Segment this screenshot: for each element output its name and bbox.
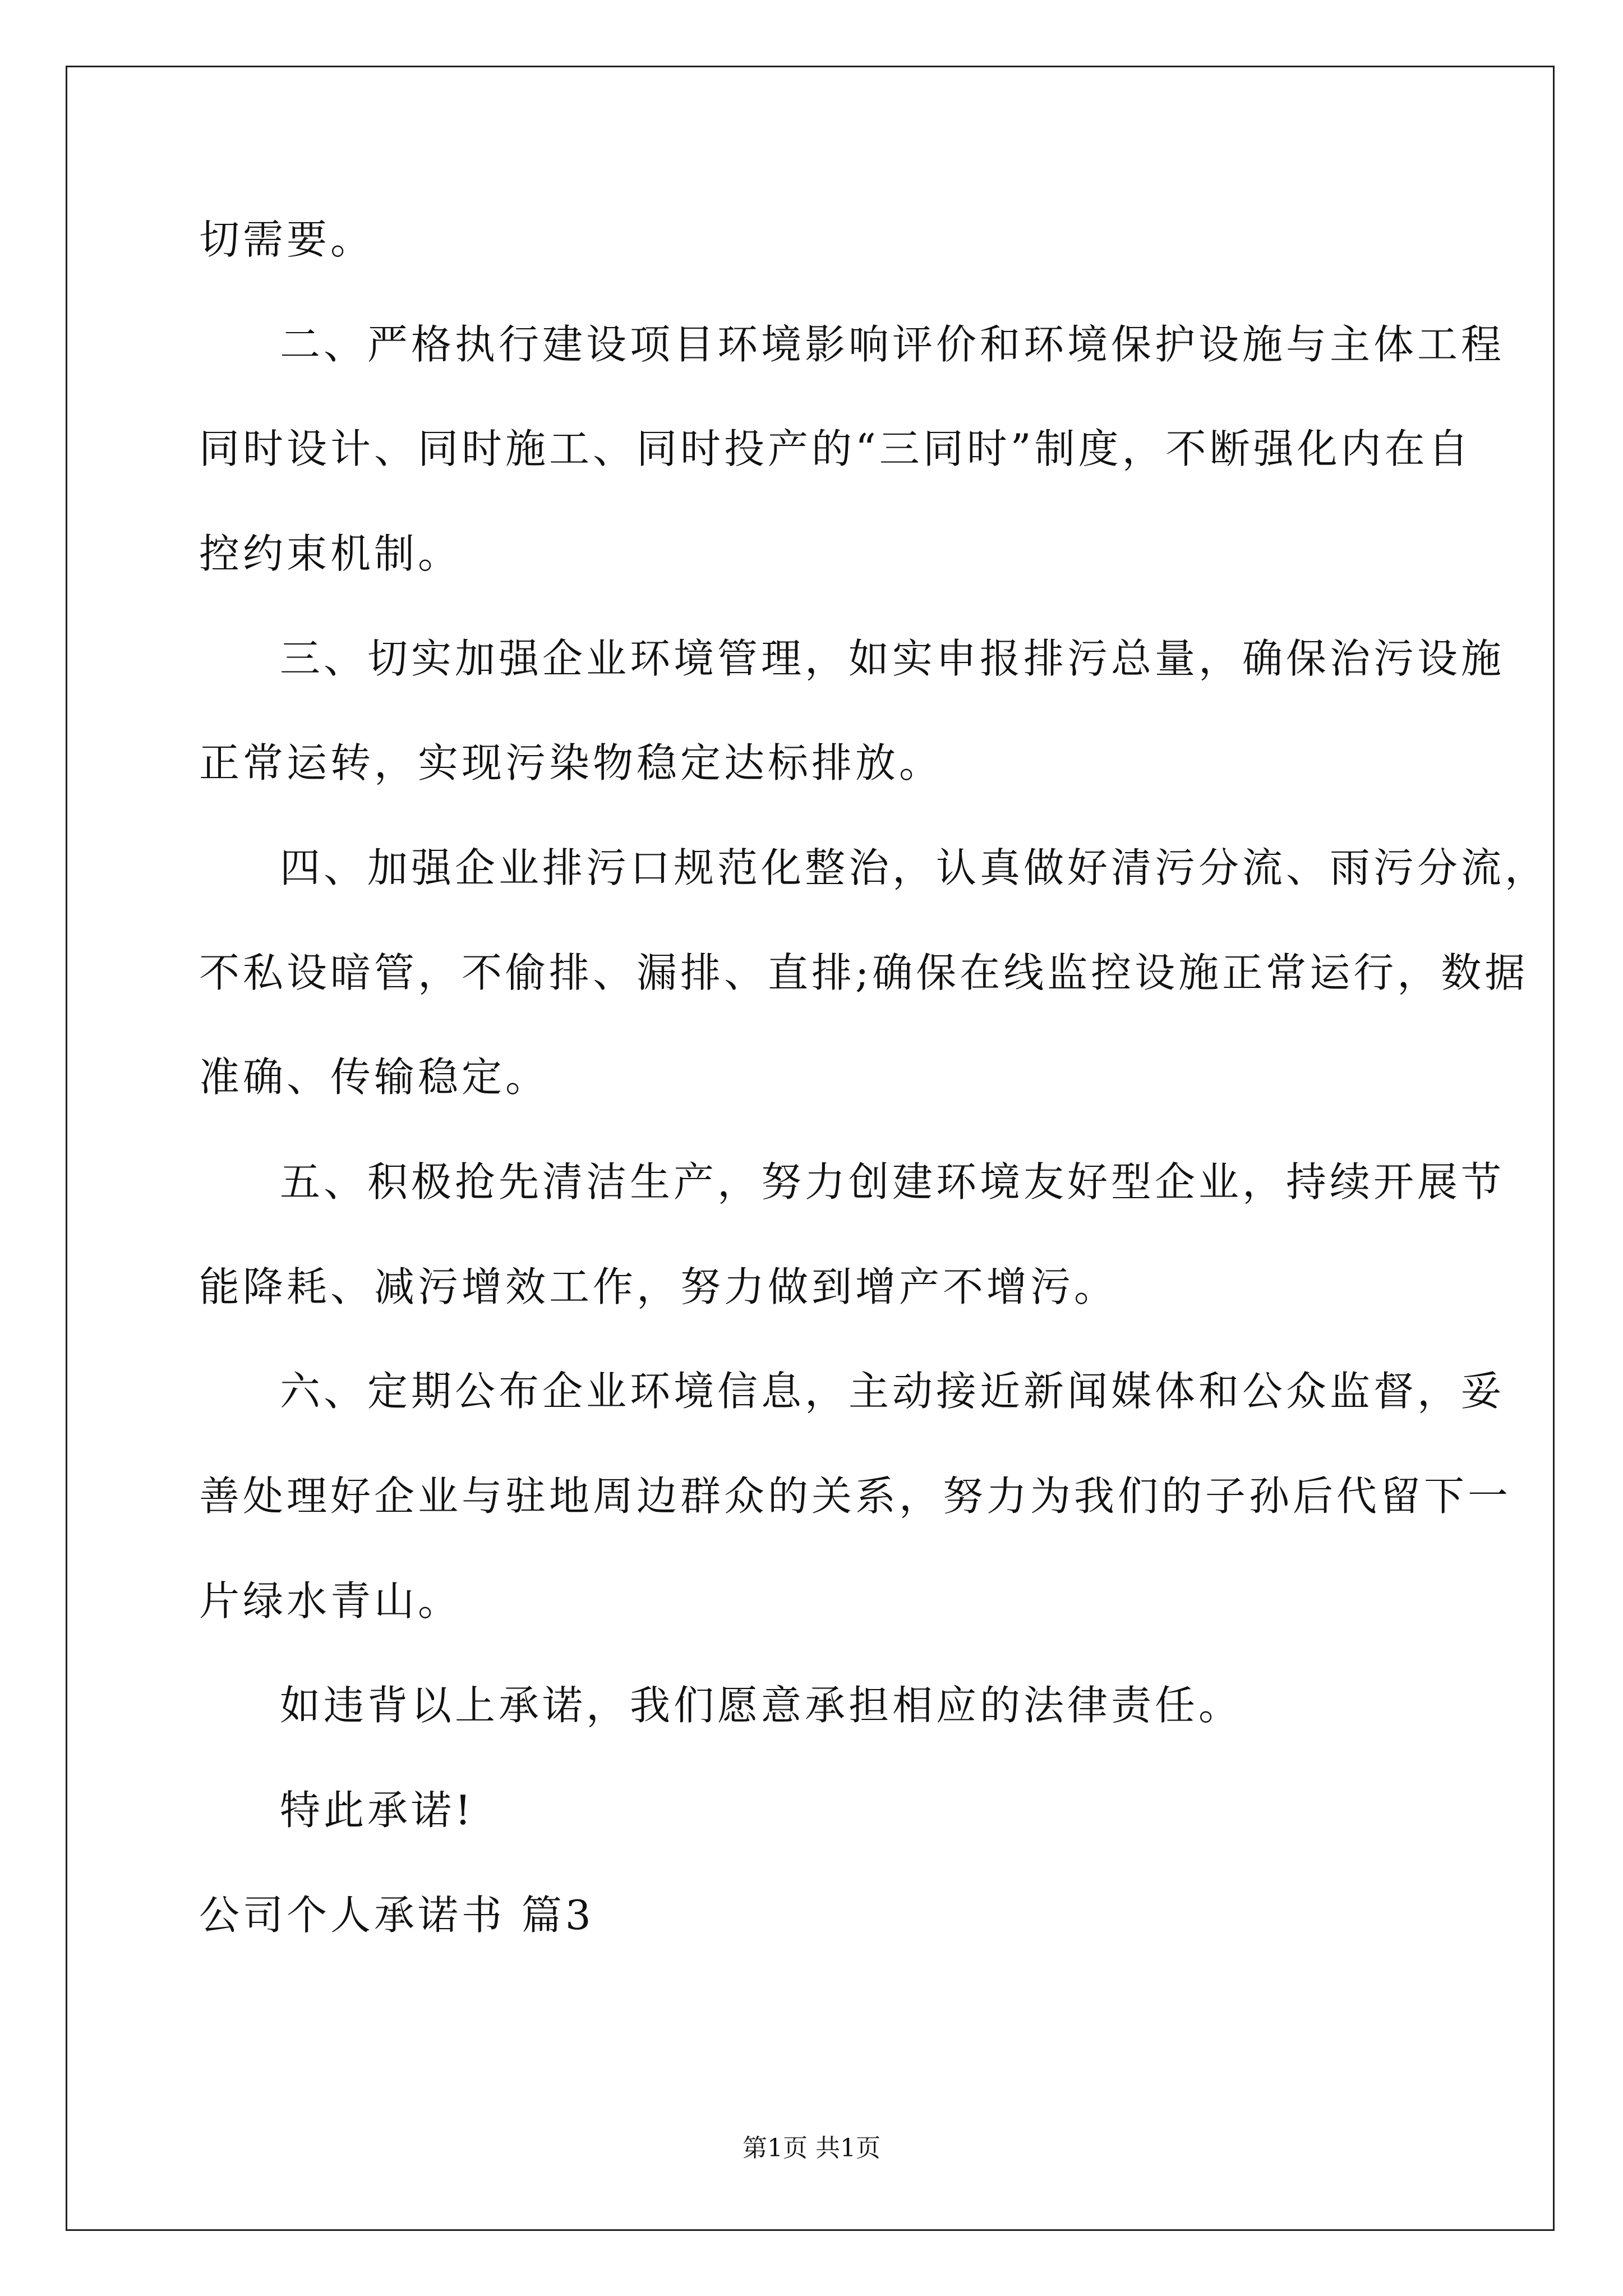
text-line: 五、积极抢先清洁生产，努力创建环境友好型企业，持续开展节 [280,1158,1505,1205]
text-line: 六、定期公布企业环境信息，主动接近新闻媒体和公众监督，妥 [280,1368,1505,1415]
text-line: 控约束机制。 [199,530,462,577]
text-line: 能降耗、减污增效工作，努力做到增产不增污。 [199,1263,1118,1310]
text-line: 特此承诺! [280,1787,474,1834]
text-line: 同时设计、同时施工、同时投产的“三同时”制度，不断强化内在自 [199,425,1472,472]
text-line: 片绿水青山。 [199,1577,462,1625]
text-line: 三、切实加强企业环境管理，如实申报排污总量，确保治污设施 [280,635,1505,682]
text-line: 准确、传输稳定。 [199,1053,550,1101]
section-heading: 公司个人承诺书 篇3 [199,1892,594,1939]
text-line: 不私设暗管，不偷排、漏排、直排;确保在线监控设施正常运行，数据 [199,949,1529,996]
text-line: 如违背以上承诺，我们愿意承担相应的法律责任。 [280,1682,1243,1729]
text-line: 二、严格执行建设项目环境影响评价和环境保护设施与主体工程 [280,321,1505,368]
text-line: 四、加强企业排污口规范化整治，认真做好清污分流、雨污分流， [280,844,1549,891]
text-line: 善处理好企业与驻地周边群众的关系，努力为我们的子孙后代留下一 [199,1473,1512,1520]
page-number-footer: 第1页 共1页 [743,2134,880,2162]
text-line: 正常运转，实现污染物稳定达标排放。 [199,739,943,786]
text-line: 切需要。 [199,216,375,263]
